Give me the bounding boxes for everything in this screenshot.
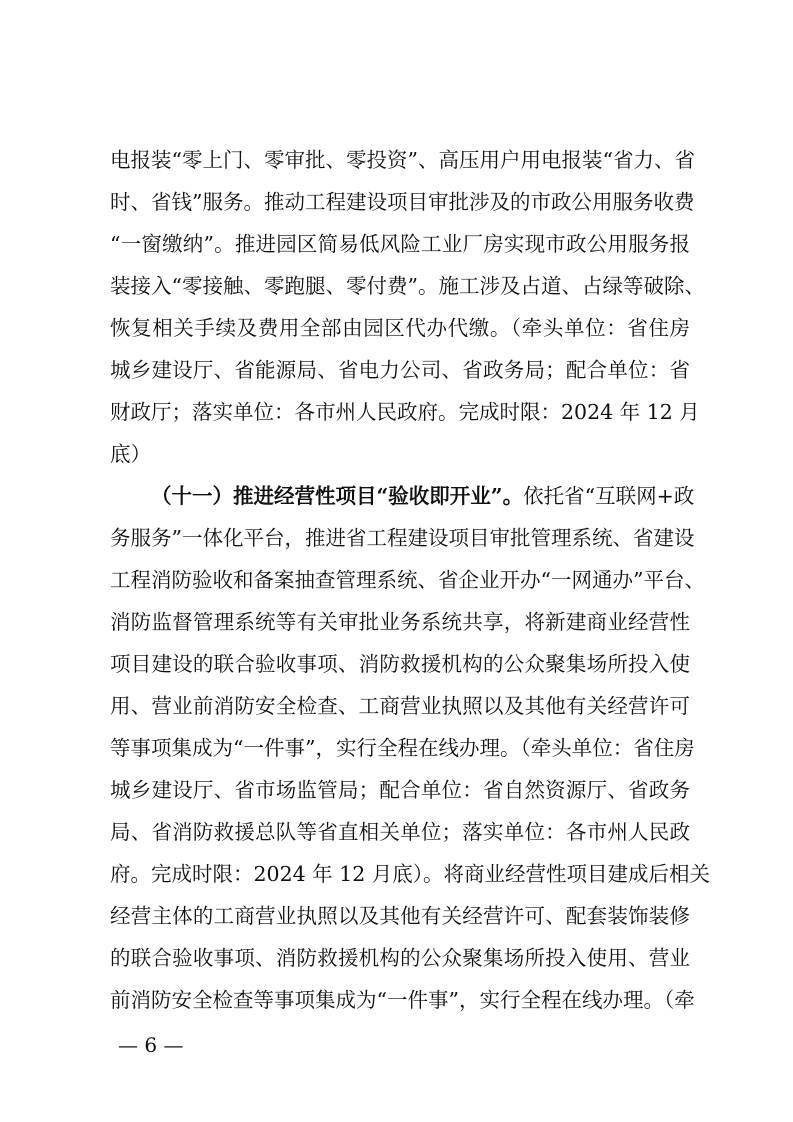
body-text-line: 府。完成时限：2024 年 12 月底）。将商业经营性项目建成后相关 — [110, 862, 711, 886]
body-text-line: 项目建设的联合验收事项、消防救援机构的公众聚集场所投入使 — [110, 652, 690, 676]
body-text-line: 的联合验收事项、消防救援机构的公众聚集场所投入使用、营业 — [110, 946, 690, 970]
body-text-line: “一窗缴纳”。推进园区简易低风险工业厂房实现市政公用服务报 — [110, 232, 690, 256]
body-text-line: 等事项集成为“一件事”，实行全程在线办理。（牵头单位：省住房 — [110, 736, 695, 760]
body-text-line: 用、营业前消防安全检查、工商营业执照以及其他有关经营许可 — [110, 694, 690, 718]
body-text-line: 时、省钱”服务。推动工程建设项目审批涉及的市政公用服务收费 — [110, 190, 695, 214]
body-text-line: 经营主体的工商营业执照以及其他有关经营许可、配套装饰装修 — [110, 904, 690, 928]
body-text-line: 电报装“零上门、零审批、零投资”、高压用户用电报装“省力、省 — [110, 148, 695, 172]
body-text-line: 工程消防验收和备案抽查管理系统、省企业开办“一网通办”平台、 — [110, 568, 705, 592]
body-text-line: 财政厅；落实单位：各市州人民政府。完成时限：2024 年 12 月 — [110, 400, 700, 424]
body-text-line: 城乡建设厅、省市场监管局；配合单位：省自然资源厅、省政务 — [110, 778, 690, 802]
body-text-line: 城乡建设厅、省能源局、省电力公司、省政务局；配合单位：省 — [110, 358, 690, 382]
page-number: — 6 — — [118, 1033, 184, 1057]
body-text-line: 务服务”一体化平台，推进省工程建设项目审批管理系统、省建设 — [110, 526, 695, 550]
body-text-line: 消防监督管理系统等有关审批业务系统共享，将新建商业经营性 — [110, 610, 690, 634]
body-text-line: 装接入“零接触、零跑腿、零付费”。施工涉及占道、占绿等破除、 — [110, 274, 705, 298]
body-text-fragment: 依托省“互联网+政 — [523, 484, 695, 508]
section-heading-line — [151, 476, 695, 516]
body-text-line: 局、省消防救援总队等省直相关单位；落实单位：各市州人民政 — [110, 820, 690, 844]
body-text-line: 前消防安全检查等事项集成为“一件事”，实行全程在线办理。（牵 — [110, 988, 695, 1012]
body-text-line: 恢复相关手续及费用全部由园区代办代缴。（牵头单位：省住房 — [110, 316, 690, 340]
body-text-line: 底） — [110, 442, 151, 466]
section-heading: （十一）推进经营性项目“验收即开业”。 — [151, 484, 524, 508]
